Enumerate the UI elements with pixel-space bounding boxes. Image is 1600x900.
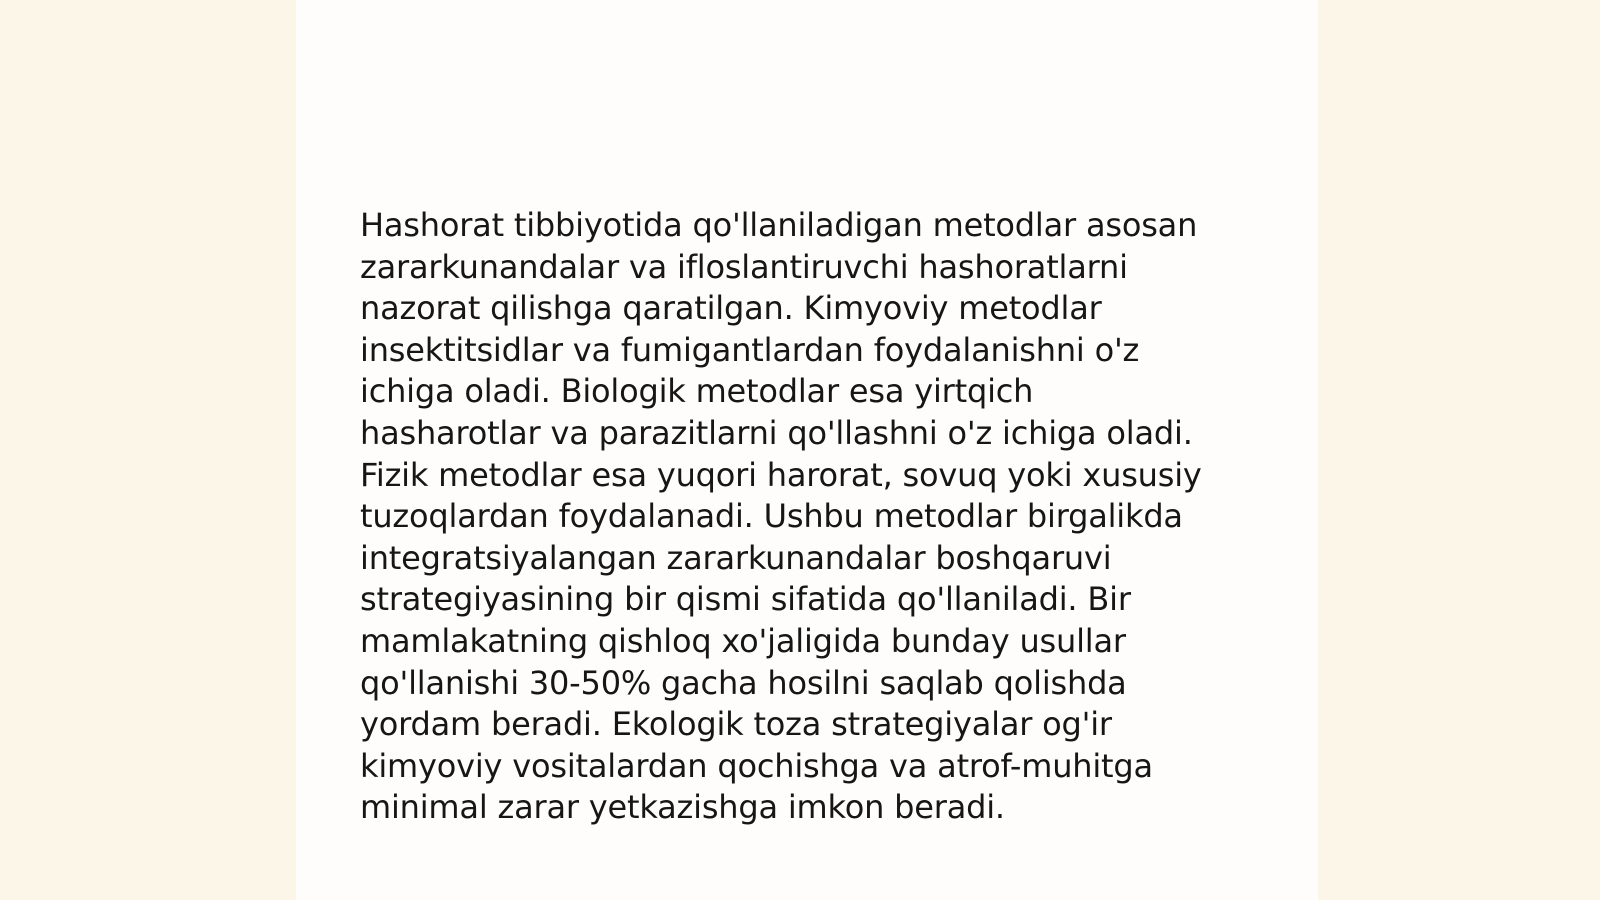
text-line: Hashorat tibbiyotida qo'llaniladigan metodlar asosan xyxy=(360,206,1198,244)
text-line: strategiyasining bir qismi sifatida qo'llaniladi. Bir xyxy=(360,580,1131,619)
text-line: Fizik metodlar esa yuqori harorat, sovuq yoki xususiy xyxy=(360,455,1202,494)
document-page xyxy=(296,0,1318,900)
text-line: ichiga oladi. Biologik metodlar esa yirtqich xyxy=(360,372,1034,411)
text-line: tuzoqlardan foydalanadi. Ushbu metodlar birgalikda xyxy=(360,497,1183,536)
text-line: nazorat qilishga qaratilgan. Kimyoviy metodlar xyxy=(360,289,1102,328)
text-line: hasharotlar va parazitlarni qo'llashni o'z ichiga oladi. xyxy=(360,413,1193,452)
text-line: qo'llanishi 30-50% gacha hosilni saqlab qolishda xyxy=(360,663,1127,702)
text-line: yordam beradi. Ekologik toza strategiyalar og'ir xyxy=(360,705,1112,744)
text-line: mamlakatning qishloq xo'jaligida bunday usullar xyxy=(360,621,1126,660)
text-line: zararkunandalar va ifloslantiruvchi hashoratlarni xyxy=(360,247,1128,286)
body-paragraph xyxy=(360,205,1260,829)
text-line: integratsiyalangan zararkunandalar boshqaruvi xyxy=(360,538,1112,577)
text-line: minimal zarar yetkazishga imkon beradi. xyxy=(360,788,1005,827)
text-line: insektitsidlar va fumigantlardan foydalanishni o'z xyxy=(360,330,1140,369)
text-line: kimyoviy vositalardan qochishga va atrof-muhitga xyxy=(360,746,1153,785)
